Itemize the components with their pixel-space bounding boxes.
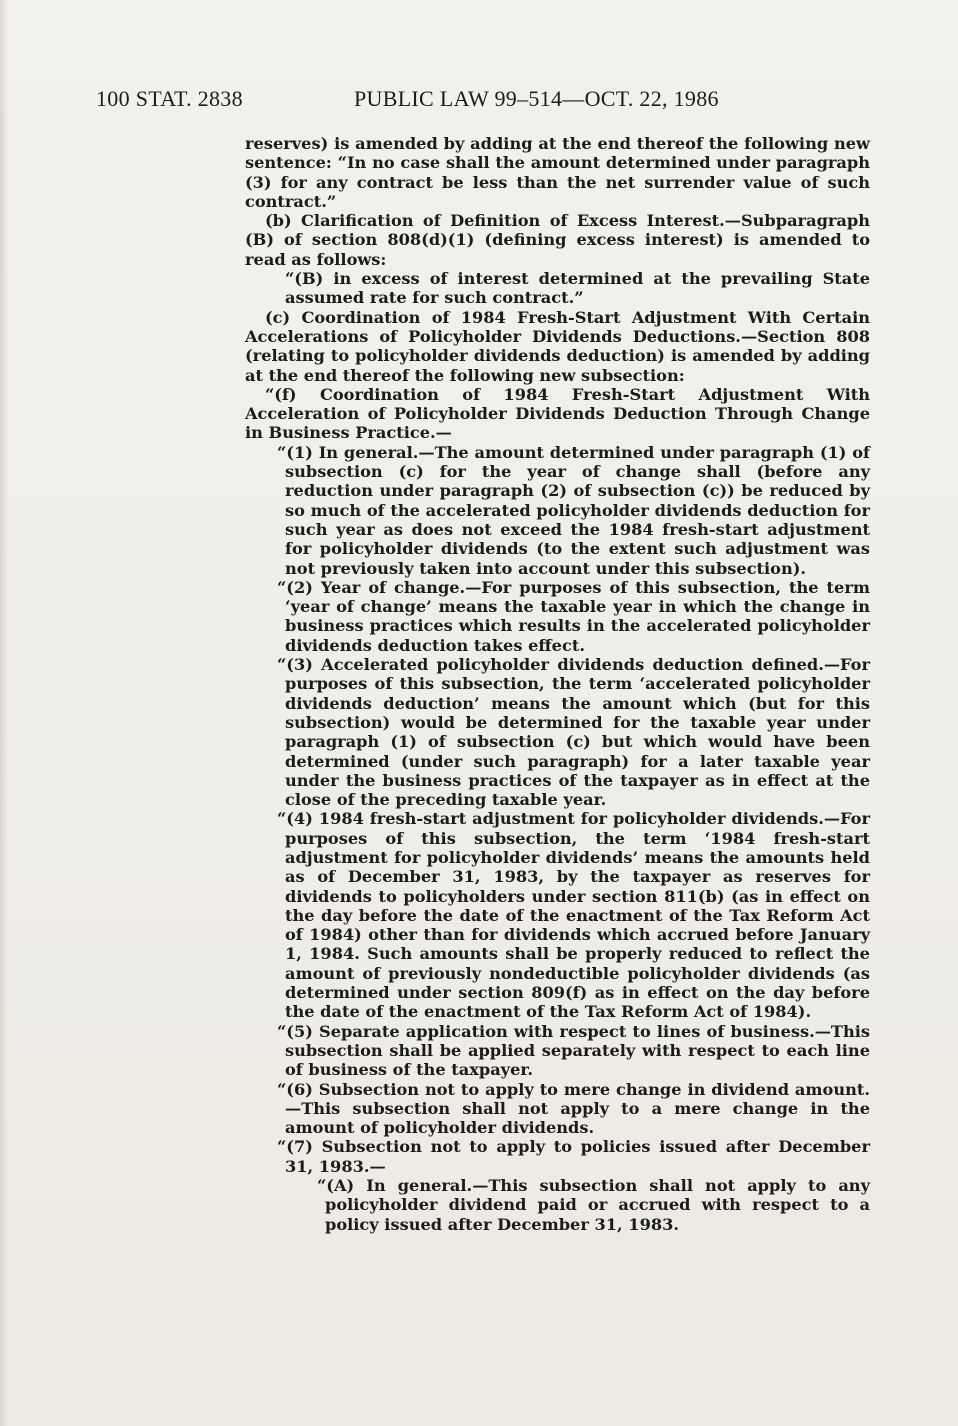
- page-header: [96, 86, 862, 116]
- document-body: [245, 134, 870, 1234]
- paragraph-f1-in-general: “(1) In general.—The amount determined under paragraph (1) of subsection (c) for the year of change shall (before any reduction under paragraph (2) of subsection (c)) be reduced by so much of the accelerated policyholder dividends deduction for such year as does not exceed the 1984 fresh-start adjustment for policyholder dividends (to the extent such adjustment was not previously taken into account under this subsection).: [277, 442, 870, 578]
- paragraph-reserves-amendment: reserves) is amended by adding at the end thereof the following new sentence: “In no case shall the amount determined under paragraph (3) for any contract be less than the net surrender value of such contract.”: [245, 134, 870, 211]
- paragraph-f6-mere-change: “(6) Subsection not to apply to mere change in dividend amount.—This subsection shall not apply to a mere change in the amount of policyholder dividends.: [277, 1079, 870, 1138]
- paragraph-f7-policies-after-1983: “(7) Subsection not to apply to policies issued after December 31, 1983.—: [277, 1137, 870, 1176]
- stat-reference: 100 STAT. 2838: [96, 86, 243, 111]
- paragraph-f4-fresh-start-adjustment: “(4) 1984 fresh-start adjustment for policyholder dividends.—For purposes of this subsection, the term ‘1984 fresh-start adjustment for policyholder dividends’ means the amounts held as of December 31, 1983, by the taxpayer as reserves for dividends to policyholders under section 811(b) (as in effect on the day before the date of the enactment of the Tax Reform Act of 1984) other than for dividends which accrued before January 1, 1984. Such amounts shall be properly reduced to reflect the amount of previously nondeductible policyholder dividends (as determined under section 809(f) as in effect on the day before the date of the enactment of the Tax Reform Act of 1984).: [277, 809, 870, 1022]
- paragraph-f7a-in-general: “(A) In general.—This subsection shall not apply to any policyholder dividend paid or accrued with respect to a policy issued after December 31, 1983.: [317, 1176, 870, 1234]
- paragraph-f2-year-of-change: “(2) Year of change.—For purposes of this subsection, the term ‘year of change’ means the taxable year in which the change in business practices which results in the accelerated policyholder dividends deduction takes effect.: [277, 577, 870, 655]
- paragraph-subsection-f-heading: “(f) Coordination of 1984 Fresh-Start Adjustment With Acceleration of Policyholder Dividends Deduction Through Change in Business Practice.—: [245, 384, 870, 443]
- paragraph-coordination-fresh-start: (c) Coordination of 1984 Fresh-Start Adjustment With Certain Accelerations of Policyholder Dividends Deductions.—Section 808 (relating to policyholder dividends deduction) is amended by adding at the end thereof the following new subsection:: [245, 307, 870, 385]
- public-law-title: PUBLIC LAW 99–514—OCT. 22, 1986: [354, 86, 719, 111]
- paragraph-quoted-subparagraph-b: “(B) in excess of interest determined at the prevailing State assumed rate for such contract.”: [285, 269, 870, 308]
- page-edge-shadow: [0, 0, 8, 1426]
- paragraph-f3-accelerated-deduction: “(3) Accelerated policyholder dividends deduction defined.—For purposes of this subsection, the term ‘accelerated policyholder dividends deduction’ means the amount which (but for this subsection) would be determined for the taxable year under paragraph (1) of subsection (c) but which would have been determined (under such paragraph) for a later taxable year under the business practices of the taxpayer as in effect at the close of the preceding taxable year.: [277, 655, 870, 810]
- paragraph-clarification-excess-interest: (b) Clarification of Definition of Excess Interest.—Subparagraph (B) of section 808(d)(1) (defining excess interest) is amended to read as follows:: [245, 211, 870, 269]
- paragraph-f5-separate-application: “(5) Separate application with respect to lines of business.—This subsection shall be applied separately with respect to each line of business of the taxpayer.: [277, 1021, 870, 1080]
